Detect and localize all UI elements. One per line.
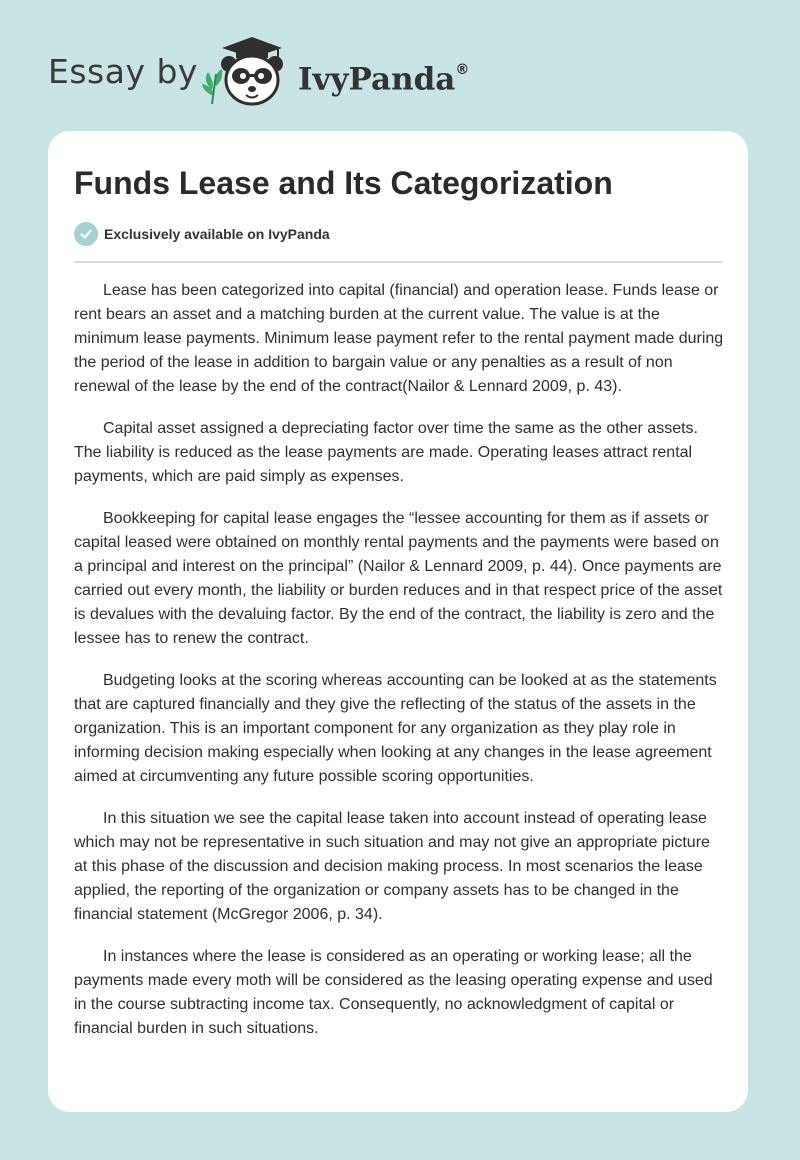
exclusive-badge — [74, 222, 330, 246]
essay-body — [74, 279, 724, 1059]
brand-prefix: Essay by — [48, 52, 198, 91]
exclusive-label: Exclusively available on IvyPanda — [104, 226, 330, 242]
page-title: Funds Lease and Its Categorization — [74, 165, 613, 201]
check-icon — [74, 222, 98, 246]
paragraph-4: Budgeting looks at the scoring whereas accounting can be looked at as the statements that are captured financially and they give the reflecting of the status of the assets in the organization. This is an important component for any organization as they play role in informing decision making especially when looking at any changes in the lease agreement aimed at circumventing any future possible scoring opportunities. — [74, 672, 717, 785]
paragraph-1: Lease has been categorized into capital (financial) and operation lease. Funds lease or rent bears an asset and a matching burden at the current value. The value is at the minimum lease payments. Minimum lease payment refer to the rental payment made during the period of the lease in addition to bargain value or any penalties as a result of non renewal of the lease by the end of the contract(Nailor & Lennard 2009, p. 43). — [74, 282, 724, 395]
site-header — [0, 0, 800, 130]
paragraph-2: Capital asset assigned a depreciating factor over time the same as the other assets. The liability is reduced as the lease payments are made. Operating leases attract rental payments, which are paid simply as expenses. — [74, 420, 698, 485]
paragraph-6: In instances where the lease is considered as an operating or working lease; all the payments made every moth will be considered as the leasing operating expense and used in the course subtracting income tax. Consequently, no acknowledgment of capital or financial burden in such situations. — [74, 948, 713, 1037]
essay-card — [48, 131, 748, 1112]
paragraph-3: Bookkeeping for capital lease engages the “lessee accounting for them as if assets or capital leased were obtained on monthly rental payments and the payments were based on a principal and interest on the principal” (Nailor & Lennard 2009, p. 44). Once payments are carried out every month, the liability or burden reduces and in that respect price of the asset is devalues with the devaluing factor. By the end of the contract, the liability is zero and the lessee has to renew the contract. — [74, 510, 723, 647]
divider — [74, 261, 723, 263]
registered-mark: ® — [455, 62, 470, 78]
brand-name[interactable] — [298, 54, 469, 99]
panda-graduate-icon[interactable] — [198, 34, 294, 108]
paragraph-5: In this situation we see the capital lease taken into account instead of operating lease which may not be representative in such situation and may not give an appropriate picture at this phase of the discussion and decision making process. In most scenarios the lease applied, the reporting of the organization or company assets has to be changed in the financial statement (McGregor 2006, p. 34). — [74, 810, 710, 923]
brand-name-text: IvyPanda — [298, 61, 456, 98]
